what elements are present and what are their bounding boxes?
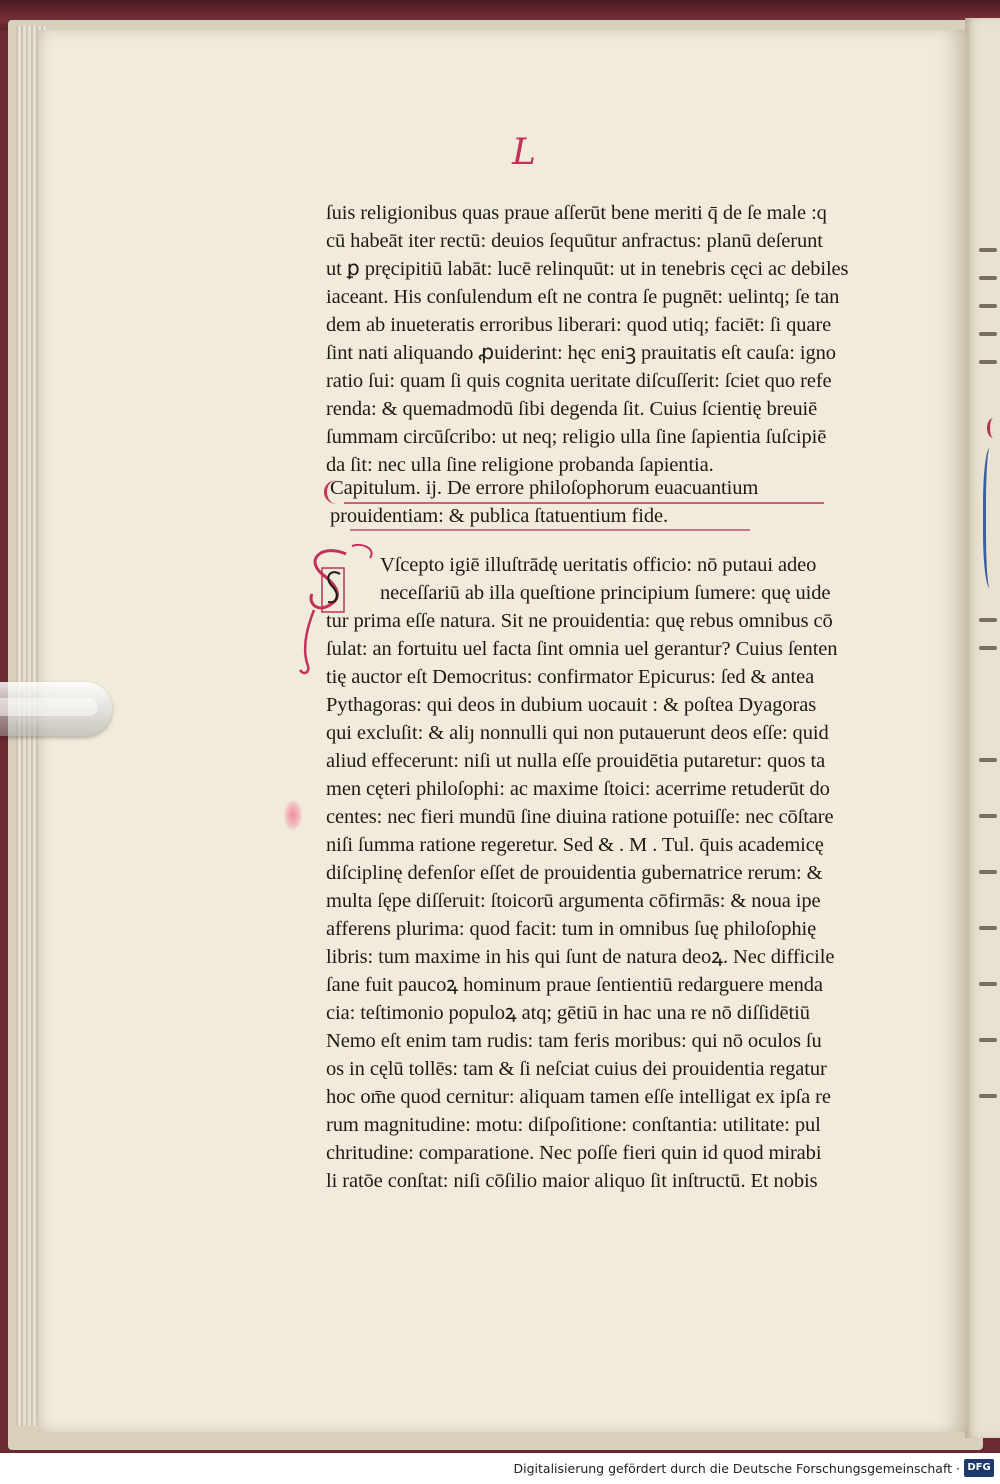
rubric-underline: [344, 502, 824, 504]
text-line: hoc om̄e quod cernitur: aliquam tamen eſſe intelligat ex ipſa re: [326, 1086, 831, 1108]
text-line: men cęteri philoſophi: ac maxime ſtoici: acerrime retuderūt do: [326, 778, 830, 800]
text-line: Vſcepto igiē illuſtrādę ueritatis officio: nō putaui adeo: [380, 554, 817, 576]
text-line: libris: tum maxime in his qui ſunt de natura deoꝝ. Nec difficile: [326, 946, 835, 968]
text-line: neceſſariū ab illa queſtione principium ſumere: quę uide: [380, 582, 831, 604]
text-line: tur prima eſſe natura. Sit ne prouidentia: quę rebus omnibus cō: [326, 610, 833, 632]
text-line: os in cęlū tollēs: tam & ſi neſciat cuius dei prouidentia regatur: [326, 1058, 827, 1080]
text-line: multa ſępe diſſeruit: ſtoicorū argumenta cōfirmās: & noua ipe: [326, 890, 821, 912]
text-line: niſi ſumma ratione regeretur. Sed & . M . Tul. q̄uis academicę: [326, 834, 824, 856]
text-line: ſane fuit paucoꝝ hominum praue ſentientiū redarguere menda: [326, 974, 823, 996]
rubric-underline: [350, 529, 750, 531]
text-line: da ſit: nec ulla ſine religione probanda ſapientia.: [326, 454, 714, 476]
text-line: ſulat: an fortuitu uel facta ſint omnia uel gerantur? Cuius ſenten: [326, 638, 838, 660]
text-line: Nemo eſt enim tam rudis: tam feris moribus: qui nō oculos ſu: [326, 1030, 822, 1052]
text-line: cia: teſtimonio populoꝝ atq; gētiū in hac una re nō diſſidētiū: [326, 1002, 810, 1024]
text-line: rum magnitudine: motu: diſpoſitione: conſtantia: utilitate: pul: [326, 1114, 821, 1136]
text-line: ratio ſui: quam ſi quis cognita ueritate diſcuſſerit: ſciet quo refe: [326, 370, 832, 392]
text-line: ut ꝑ pręcipitiū labāt: lucē relinquūt: ut in tenebris cęci ac debiles: [326, 258, 849, 280]
dfg-logo-icon: DFG: [964, 1459, 994, 1477]
text-line: ſint nati aliquando ꝓuiderint: hęc eniꝫ prauitatis eſt cauſa: igno: [326, 342, 836, 364]
text-line: dem ab inueteratis erroribus liberari: quod utiq; faciēt: ſi quare: [326, 314, 832, 336]
text-line: centes: nec fieri mundū ſine diuina ratione potuiſſe: nec cōſtare: [326, 806, 834, 828]
text-line: prouidentiam: & publica ſtatuentium fide.: [330, 505, 669, 527]
ink-smudge: [284, 800, 302, 830]
text-line: tię auctor eſt Democritus: confirmator Epicurus: ſed & antea: [326, 666, 815, 688]
footer-credit: Digitalisierung gefördert durch die Deutsche Forschungsgemeinschaft ·: [513, 1461, 960, 1476]
text-line: ſuis religionibus quas praue aſſerūt bene meriti q̄ de ſe male :q: [326, 202, 827, 224]
text-line: cū habeāt iter rectū: deuios ſequūtur anfractus: planū deſerunt: [326, 230, 823, 252]
text-line: iaceant. His conſulendum eſt ne contra ſe pugnēt: uelintq; ſe tan: [326, 286, 840, 308]
text-line: chritudine: comparatione. Nec poſſe fieri quin id quod mirabi: [326, 1142, 822, 1164]
text-line: Pythagoras: qui deos in dubium uocauit : & poſtea Dyagoras: [326, 694, 817, 716]
text-line: li ratōe conſtat: niſi cōſilio maior aliquo ſit inſtructū. Et nobis: [326, 1170, 818, 1192]
text-line: diſciplinę defenſor eſſet de prouidentia gubernatrice rerum: &: [326, 862, 823, 884]
text-line: ſummam circūſcribo: ut neq; religio ulla ſine ſapientia ſuſcipiē: [326, 426, 827, 448]
page-clip: [0, 682, 112, 736]
text-line: Capitulum. ij. De errore philoſophorum euacuantium: [330, 477, 759, 499]
paragraph-1: [326, 199, 866, 479]
facing-page: [965, 18, 1000, 1438]
rubric-mark: [324, 480, 349, 504]
text-line: renda: & quemadmodū ſibi degenda ſit. Cuius ſcientię breuiē: [326, 398, 818, 420]
chapter-heading: [330, 474, 870, 530]
folio-letter: L: [512, 132, 536, 173]
footer-bar: [0, 1453, 1000, 1484]
text-line: qui excluſit: & aliȷ nonnulli qui non putauerunt deos eſſe: quid: [326, 722, 829, 744]
text-line: aliud effecerunt: niſi ut nulla eſſe prouidētia putaretur: quos ta: [326, 750, 826, 772]
paragraph-2: [326, 551, 866, 1195]
text-line: afferens plurima: quod facit: tum in omnibus ſuę philoſophię: [326, 918, 817, 940]
